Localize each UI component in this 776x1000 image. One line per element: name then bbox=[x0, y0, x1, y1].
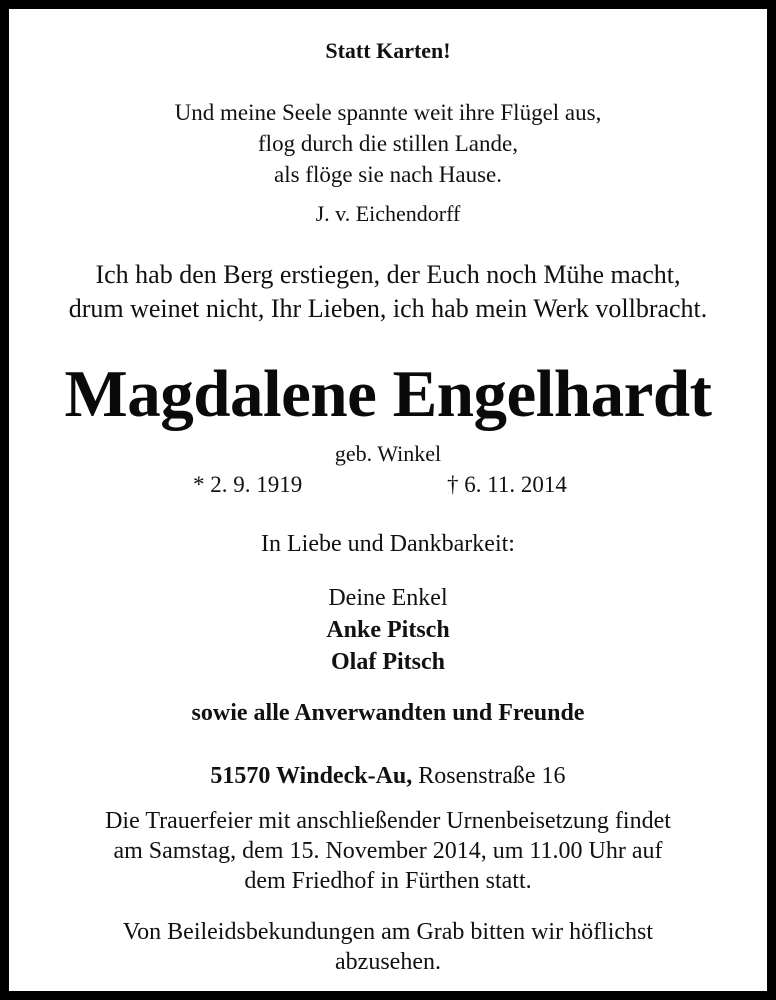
mourners-list bbox=[0, 582, 776, 678]
poem-line: Und meine Seele spannte weit ihre Flügel aus, bbox=[174, 100, 602, 125]
header-title: Statt Karten! bbox=[325, 38, 451, 63]
address-city: 51570 Windeck-Au, bbox=[210, 763, 413, 789]
closing-line: abzusehen. bbox=[335, 949, 441, 975]
birth-name: geb. Winkel bbox=[334, 441, 442, 466]
closing-notice bbox=[0, 917, 776, 977]
ceremony-line: dem Friedhof in Fürthen statt. bbox=[244, 868, 532, 894]
verse bbox=[0, 258, 776, 326]
address bbox=[0, 763, 776, 790]
ceremony-line: am Samstag, dem 15. November 2014, um 11.00 Uhr auf bbox=[113, 838, 663, 864]
birth-date: * 2. 9. 1919 bbox=[193, 472, 303, 497]
mourner-name: Anke Pitsch bbox=[326, 617, 450, 643]
ceremony-line: Die Trauerfeier mit anschließender Urnenbeisetzung findet bbox=[105, 808, 671, 834]
closing-line: Von Beileidsbekundungen am Grab bitten wir höflichst bbox=[122, 919, 654, 945]
mourner-name: Olaf Pitsch bbox=[331, 649, 445, 675]
poem-author: J. v. Eichendorff bbox=[315, 201, 461, 226]
mourners-intro: In Liebe und Dankbarkeit: bbox=[261, 531, 515, 557]
mourners-others: sowie alle Anverwandten und Freunde bbox=[191, 700, 585, 726]
address-street: Rosenstraße 16 bbox=[418, 763, 566, 789]
deceased-name: Magdalene Engelhardt bbox=[64, 357, 712, 431]
mourners-group: Deine Enkel bbox=[328, 585, 448, 611]
poem-line: flog durch die stillen Lande, bbox=[258, 131, 518, 156]
death-date: † 6. 11. 2014 bbox=[447, 472, 567, 497]
verse-line: drum weinet nicht, Ihr Lieben, ich hab mein Werk vollbracht. bbox=[68, 294, 708, 323]
ceremony-notice bbox=[0, 806, 776, 896]
poem bbox=[0, 97, 776, 190]
verse-line: Ich hab den Berg erstiegen, der Euch noch Mühe macht, bbox=[95, 260, 681, 289]
poem-line: als flöge sie nach Hause. bbox=[273, 162, 502, 187]
